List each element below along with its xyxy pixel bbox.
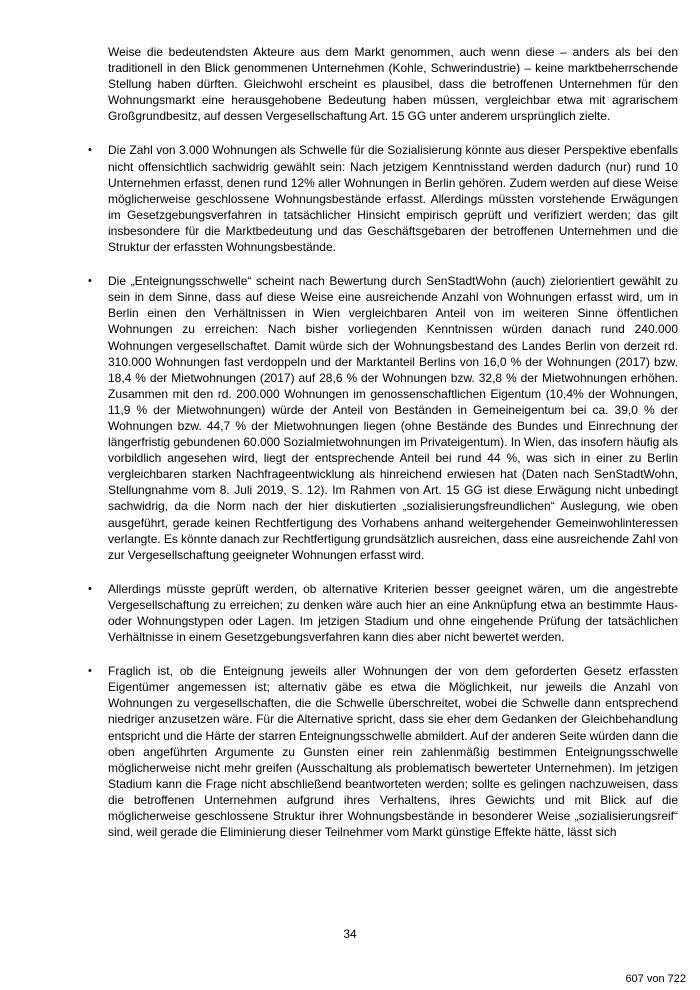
bullet-text: Fraglich ist, ob die Enteignung jeweils aller Wohnungen der von dem geforderten Gesetz erfassten Eigentümer angemessen ist; alternativ gäbe es etwa die Möglichkeit, nur jeweils die Anzahl von Wohnungen zu vergesellschaften, die die Schwelle überschreitet, wobei die Schwelle dann entsprechend niedriger anzusetzen wäre. Für die Alternative spricht, dass sie eher dem Gedanken der Gleichbehandlung entspricht und die Härte der starren Enteignungsschwelle abmildert. Auf der anderen Seite würden dann die oben angeführten Argumente zu Gunsten einer rein zahlenmäßig bestimmen Enteignungsschwelle möglicherweise nicht mehr greifen (Ausschaltung als problematisch bewerteter Unternehmen). Im jetzigen Stadium kann die Frage nicht abschließend beantworteten werden; sollte es gelingen nachzuweisen, dass die betroffenen Unternehmen aufgrund ihres Verhaltens, ihres Gewichts und mit Blick auf die möglicherweise geschlossene Struktur ihrer Wohnungsbestände in besonderer Weise „sozialisierungsreif“ sind, weil gerade die Eliminierung dieser Teilnehmer vom Markt günstige Effekte hätte, lässt sich	[108, 664, 678, 840]
bullet-item-2	[88, 273, 678, 563]
page-counter: 607 von 722	[625, 973, 686, 985]
bullet-text: Allerdings müsste geprüft werden, ob alternative Kriterien besser geeignet wären, um die angestrebte Vergesellschaftung zu erreichen; zu denken wäre auch hier an eine Anknüpfung etwa an bestimmte Haus- oder Wohnungstypen oder Lagen. Im jetzigen Stadium und ohne eingehende Prüfung der tatsächlichen Verhältnisse in einem Gesetzgebungsverfahren kann dies aber nicht bewertet werden.	[108, 581, 678, 645]
bullet-item-1	[88, 142, 678, 255]
intro-paragraph: Weise die bedeutendsten Akteure aus dem Markt genommen, auch wenn diese – anders als bei den traditionell in den Blick genommenen Unternehmen (Kohle, Schwerindustrie) – keine marktbeherrschende Stellung haben dürften. Gleichwohl erscheint es plausibel, dass die betroffenen Unternehmen für den Wohnungsmarkt eine herausgehobene Bedeutung haben müssen, vergleichbar etwa mit agrarischem Großgrundbesitz, auf dessen Vergesellschaftung Art. 15 GG unter anderem ursprünglich zielte.	[108, 45, 678, 124]
bullet-text: Die „Enteignungsschwelle“ scheint nach Bewertung durch SenStadtWohn (auch) zielorientiert gewählt zu sein in dem Sinne, dass auf diese Weise eine ausreichende Anzahl von Wohnungen erfasst wird, um in Berlin einen den Verhältnissen in Wien vergleichbaren Anteil von im weiteren Sinne öffentlichen Wohnungen zu erreichen: Nach bisher vorliegenden Kenntnissen würden danach rund 240.000 Wohnungen vergesellschaftet. Damit würde sich der Wohnungsbestand des Landes Berlin von derzeit rd. 310.000 Wohnungen fast verdoppeln und der Marktanteil Berlins von 16,0 % der Wohnungen (2017) bzw. 18,4 % der Mietwohnungen (2017) auf 28,6 % der Wohnungen bzw. 32,8 % der Mietwohnungen erhöhen. Zusammen mit den rd. 200.000 Wohnungen im genossenschaftlichen Eigentum (10,4% der Wohnungen, 11,9 % der Mietwohnungen) würde der Anteil von Beständen in Gemeineigentum bei ca. 39,0 % der Wohnungen bzw. 44,7 % der Mietwohnungen liegen (ohne Bestände des Bundes und Einrechnung der längerfristig gebundenen 60.000 Sozialmietwohnungen im Privateigentum). In Wien, das insofern häufig als vorbildlich angesehen wird, liegt der entsprechende Anteil bei rund 44 %, was sich in einer zu Berlin vergleichbaren starken Nachfrageentwicklung als hinreichend erwiesen hat (Daten nach SenStadtWohn, Stellungnahme vom 8. Juli 2019, S. 12). Im Rahmen von Art. 15 GG ist diese Erwägung nicht unbedingt sachwidrig, da die Norm nach der hier diskutierten „sozialisierungsfreundlichen“ Auslegung, wie oben ausgeführt, gerade keinen Rechtfertigung des Vorhabens anhand weitergehender Gemeinwohlinteressen verlangte. Es könnte danach zur Rechtfertigung grundsätzlich ausreichen, dass eine ausreichende Zahl von zur Vergesellschaftung geeigneter Wohnungen erfasst wird.	[108, 274, 678, 562]
page-body	[88, 44, 678, 858]
page-number: 34	[343, 927, 357, 941]
bullet-item-3	[88, 581, 678, 645]
bullet-icon: •	[88, 275, 92, 288]
bullet-text: Die Zahl von 3.000 Wohnungen als Schwelle für die Sozialisierung könnte aus dieser Perspektive ebenfalls nicht offensichtlich sachwidrig gewählt sein: Nach jetzigem Kenntnisstand werden dadurch (nur) rund 10 Unternehmen erfasst, denen rund 12% aller Wohnungen in Berlin gehören. Zudem werden auf diese Weise möglicherweise geschlossene Wohnungsbestände erfasst. Allerdings müssten vorstehende Erwägungen im Gesetzgebungsverfahren in tatsächlicher Hinsicht empirisch geprüft und verifiziert werden; das gilt insbesondere für die Marktbedeutung und das Geschäftsgebaren der betroffenen Unternehmen und die Struktur der erfassten Wohnungsbestände.	[108, 143, 678, 255]
bullet-item-4	[88, 663, 678, 840]
bullet-icon: •	[88, 144, 92, 157]
bullet-icon: •	[88, 582, 92, 595]
bullet-icon: •	[88, 665, 92, 678]
